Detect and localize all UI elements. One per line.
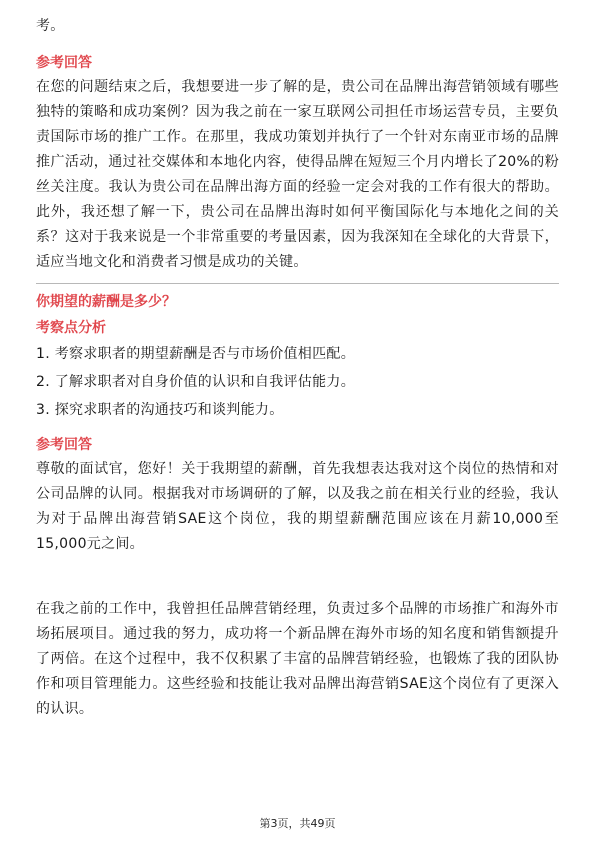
analysis-item-3: 3. 探究求职者的沟通技巧和谈判能力。 (36, 402, 284, 418)
analysis-item-2: 2. 了解求职者对自身价值的认识和自我评估能力。 (36, 374, 356, 390)
answer-label: 参考回答 (36, 55, 92, 71)
answer-paragraph: 在您的问题结束之后，我想要进一步了解的是，贵公司在品牌出海营销领域有哪些独特的策略和成功案例？因为我之前在一家互联网公司担任市场运营专员，主要负责国际市场的推广工作。在那里，我成功策划并执行了一个针对东南亚市场的品牌推广活动，通过社交媒体和本地化内容，使得品牌在短短三个月内增长了20%的粉丝关注度。我认为贵公司在品牌出海方面的经验一定会对我的工作有很大的帮助。此外，我还想了解一下，贵公司在品牌出海时如何平衡国际化与本地化之间的关系？这对于我来说是一个非常重要的考量因素，因为我深知在全球化的大背景下，适应当地文化和消费者习惯是成功的关键。 (36, 79, 559, 270)
answer-label-2: 参考回答 (36, 437, 92, 453)
document-page (36, 14, 559, 722)
page-number: 第3页，共49页 (259, 817, 336, 830)
answer-paragraph-2: 在我之前的工作中，我曾担任品牌营销经理，负责过多个品牌的市场推广和海外市场拓展项目。通过我的努力，成功将一个新品牌在海外市场的知名度和销售额提升了两倍。在这个过程中，我不仅积累了丰富的品牌营销经验，也锻炼了我的团队协作和项目管理能力。这些经验和技能让我对品牌出海营销SAE这个岗位有了更深入的认识。 (36, 601, 559, 717)
analysis-list (36, 342, 559, 423)
answer-paragraph-1: 尊敬的面试官，您好！关于我期望的薪酬，首先我想表达我对这个岗位的热情和对公司品牌的认同。根据我对市场调研的了解，以及我之前在相关行业的经验，我认为对于品牌出海营销SAE这个岗位，我的期望薪酬范围应该在月薪10,000至15,000元之间。 (36, 461, 559, 552)
analysis-item-1: 1. 考察求职者的期望薪酬是否与市场价值相匹配。 (36, 346, 356, 362)
analysis-label: 考察点分析 (36, 320, 106, 336)
intro-tail-text: 考。 (36, 18, 65, 34)
question-heading: 你期望的薪酬是多少？ (36, 294, 176, 310)
